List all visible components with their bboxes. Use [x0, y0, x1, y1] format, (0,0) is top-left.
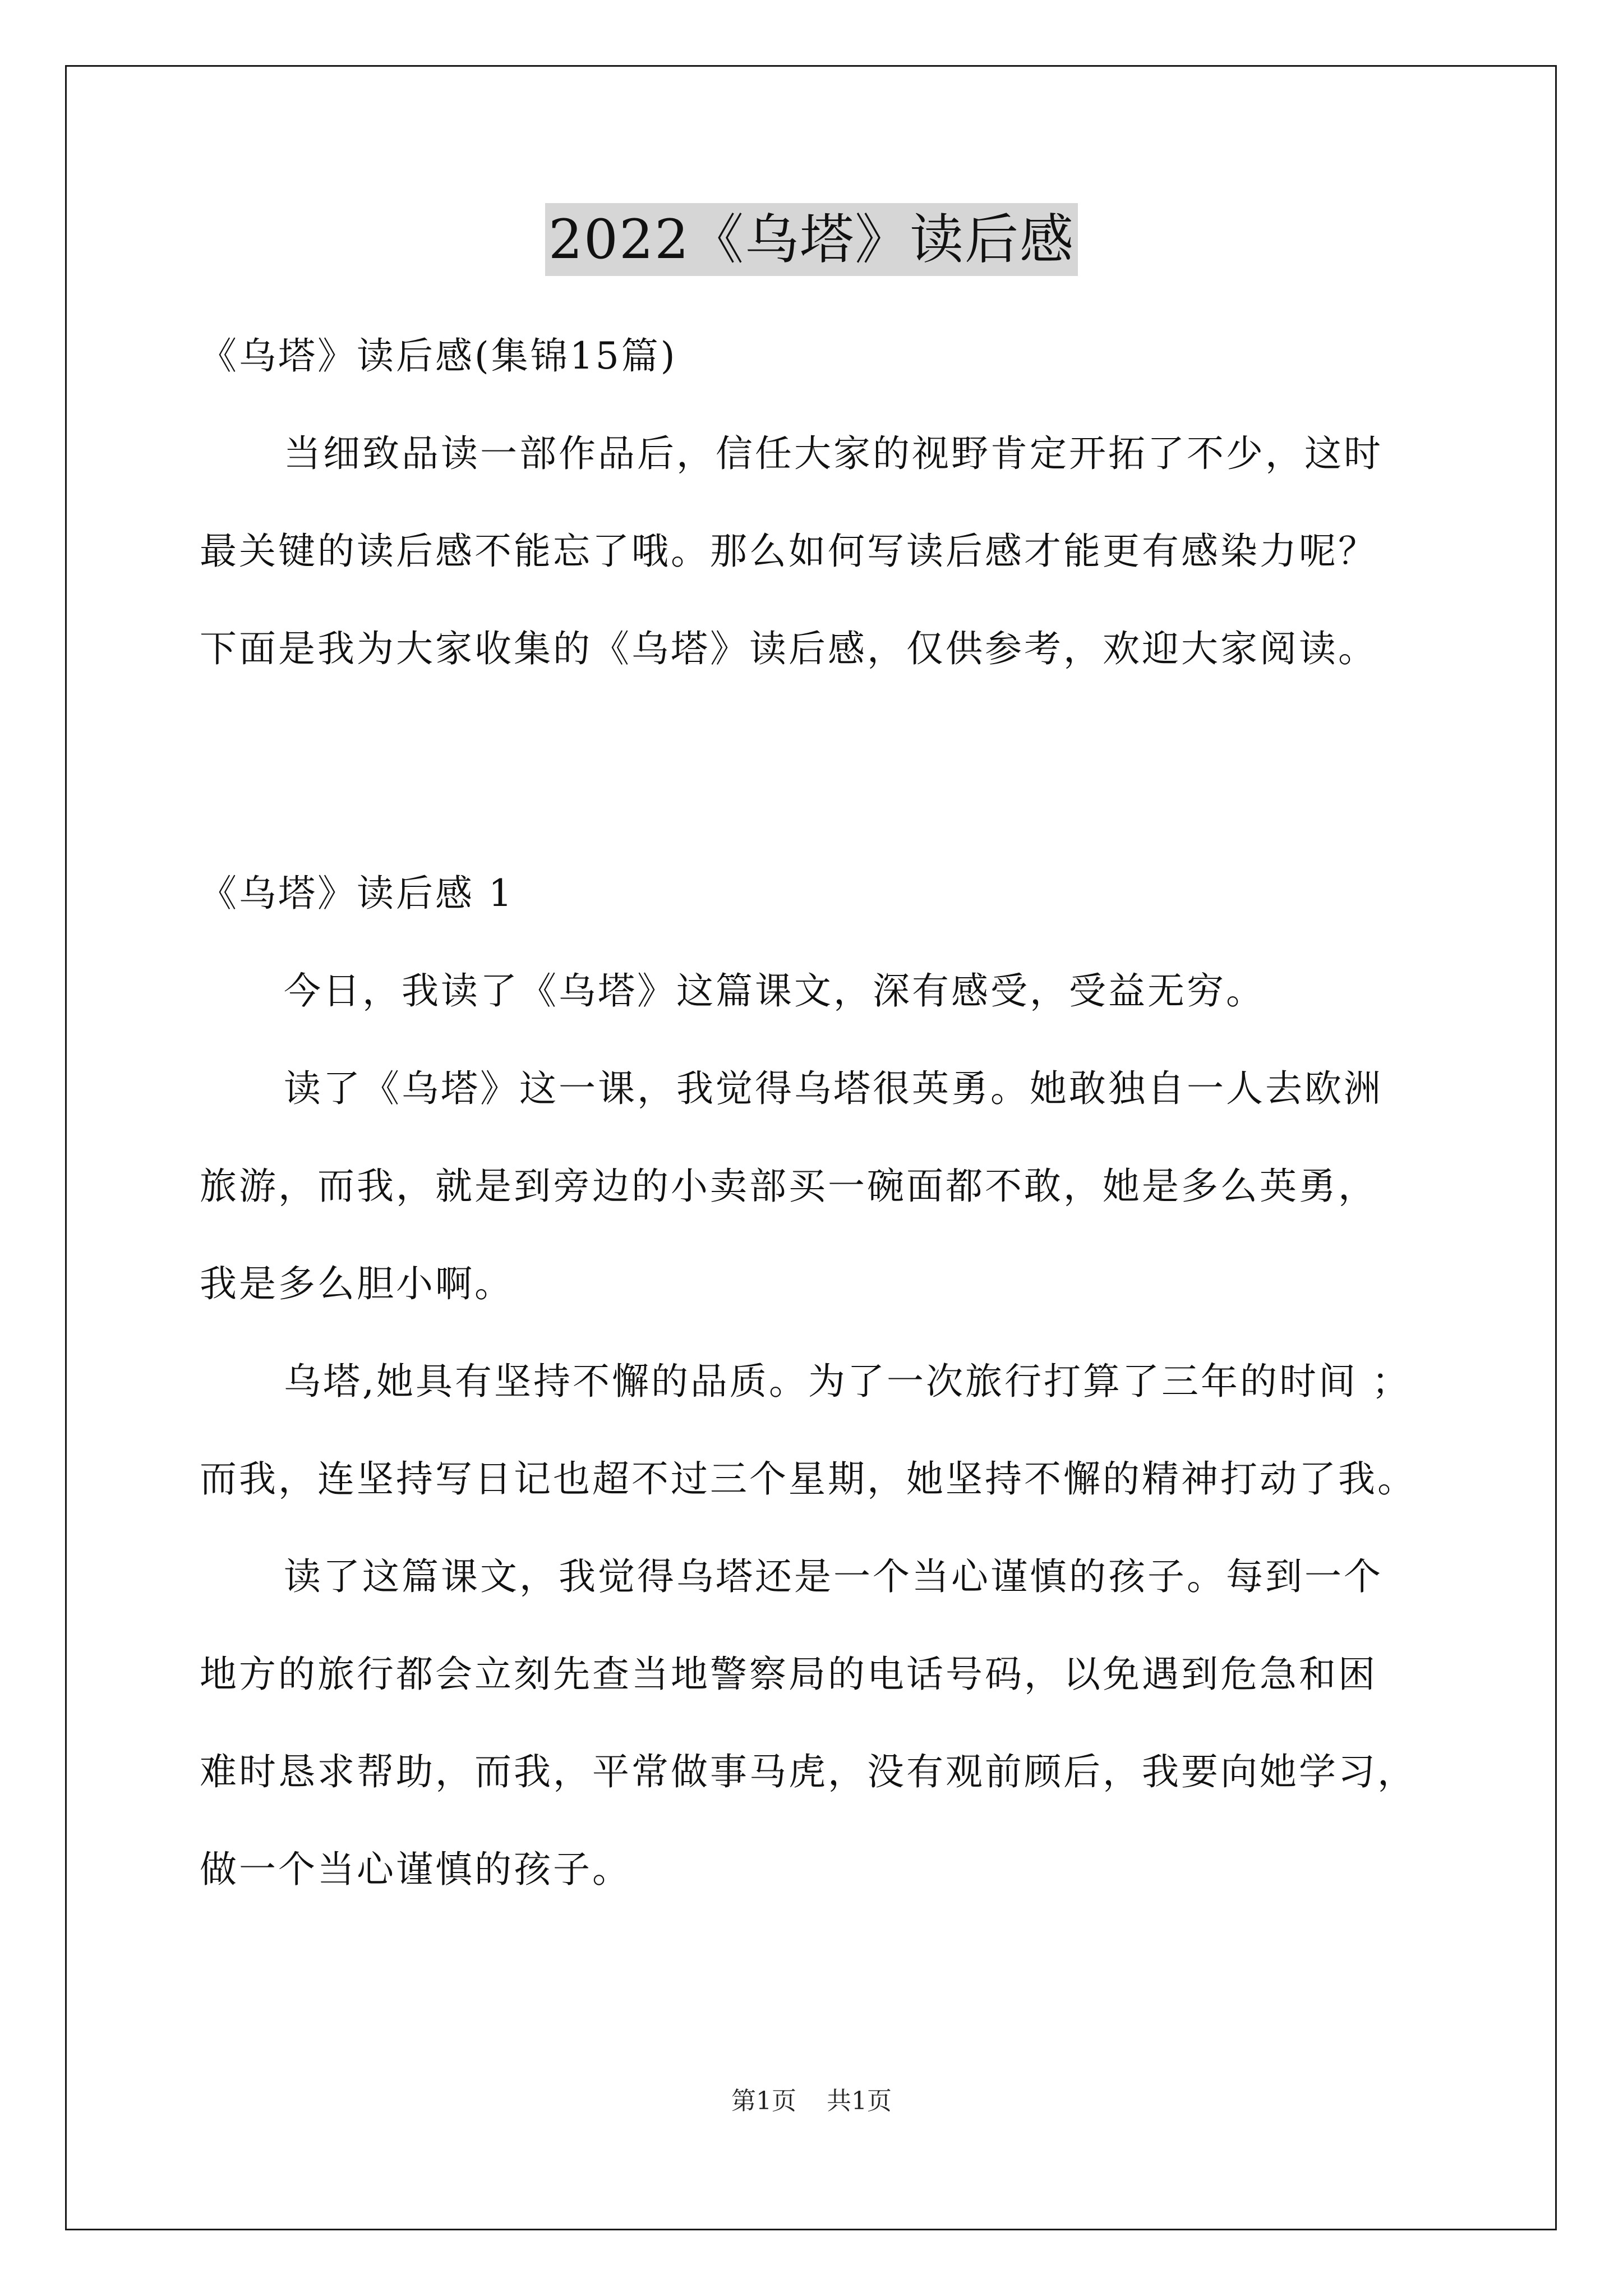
- section-heading: 《乌塔》读后感 1: [200, 872, 514, 915]
- paragraph-4-line-1: 读了这篇课文，我觉得乌塔还是一个当心谨慎的孩子。每到一个: [284, 1555, 1383, 1598]
- intro-line-2: 最关键的读后感不能忘了哦。那么如何写读后感才能更有感染力呢？: [200, 530, 1377, 573]
- paragraph-2-line-1: 读了《乌塔》这一课，我觉得乌塔很英勇。她敢独自一人去欧洲: [284, 1067, 1383, 1110]
- paragraph-1-line-1: 今日，我读了《乌塔》这篇课文，深有感受，受益无穷。: [284, 969, 1265, 1013]
- paragraph-4-line-4: 做一个当心谨慎的孩子。: [200, 1848, 631, 1891]
- document-body: [200, 307, 1461, 1918]
- page-footer: [0, 2085, 1623, 2118]
- paragraph-3-line-1: 乌塔,她具有坚持不懈的品质。为了一次旅行打算了三年的时间 ；: [284, 1360, 1411, 1403]
- subtitle: 《乌塔》读后感(集锦15篇): [200, 334, 677, 378]
- intro-line-1: 当细致品读一部作品后，信任大家的视野肯定开拓了不少，这时: [284, 432, 1383, 475]
- paragraph-4-line-3: 难时恳求帮助，而我，平常做事马虎，没有观前顾后，我要向她学习，: [200, 1750, 1417, 1793]
- page-number: 第1页: [731, 2087, 796, 2115]
- intro-line-3: 下面是我为大家收集的《乌塔》读后感，仅供参考，欢迎大家阅读。: [200, 627, 1377, 670]
- paragraph-2-line-3: 我是多么胆小啊。: [200, 1262, 514, 1305]
- paragraph-3-line-2: 而我，连坚持写日记也超不过三个星期，她坚持不懈的精神打动了我。: [200, 1457, 1417, 1501]
- page-total: 共1页: [827, 2087, 892, 2115]
- paragraph-4-line-2: 地方的旅行都会立刻先查当地警察局的电话号码，以免遇到危急和困: [200, 1653, 1377, 1696]
- paragraph-2-line-2: 旅游，而我，就是到旁边的小卖部买一碗面都不敢，她是多么英勇，: [200, 1165, 1377, 1208]
- document-title: 2022《乌塔》读后感: [545, 203, 1078, 276]
- title-container: [0, 203, 1623, 276]
- section-gap: [200, 698, 1461, 845]
